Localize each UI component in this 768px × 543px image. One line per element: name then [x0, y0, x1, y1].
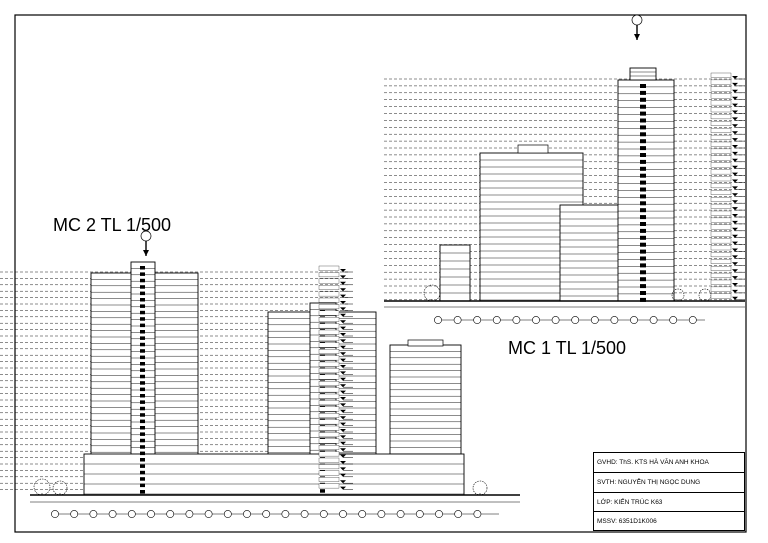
mc2-axis-bubble: [397, 510, 404, 517]
mc2-axis-bubble: [109, 510, 116, 517]
mc1-level-tag: [711, 87, 731, 92]
mc1-core-hatch: [640, 98, 646, 102]
mc1-level-tag: [711, 218, 731, 223]
mc1-axis-bubble: [670, 316, 677, 323]
mc2-axis-bubble: [359, 510, 366, 517]
mc1-level-marker: [732, 207, 738, 210]
mc2-level-tag: [319, 336, 339, 341]
mc2-axis-bubble: [320, 510, 327, 517]
mc2-level-tag: [319, 420, 339, 425]
mc1-core-hatch: [640, 236, 646, 240]
mc2-core-hatch: [140, 317, 145, 321]
title-block: [593, 452, 745, 531]
mc1-core-hatch: [640, 119, 646, 123]
mc1-level-marker: [732, 117, 738, 120]
mc2-core-hatch: [140, 298, 145, 302]
mc1-left-podium: [440, 245, 470, 301]
mc2-level-tag: [319, 471, 339, 476]
mc2-core-hatch: [140, 400, 145, 404]
mc1-axis-bubble: [474, 316, 481, 323]
mc2-axis-bubble: [416, 510, 423, 517]
mc2-core-hatch: [140, 439, 145, 443]
mc2-tree: [473, 481, 487, 495]
mc1-axis-bubble: [454, 316, 461, 323]
mc1-axis-bubble: [493, 316, 500, 323]
mc2-level-tag: [319, 452, 339, 457]
mc1-level-tag: [711, 232, 731, 237]
mc1-level-tag: [711, 239, 731, 244]
mc2-core-hatch: [140, 343, 145, 347]
section-mc1-title: MC 1 TL 1/500: [508, 338, 627, 358]
mc1-right-block: [560, 205, 620, 301]
mc2-level-marker: [340, 301, 346, 304]
mc2-axis-bubble: [186, 510, 193, 517]
mc1-core-hatch: [640, 208, 646, 212]
mc2-core-hatch: [140, 490, 145, 494]
mc2-level-tag: [319, 432, 339, 437]
title-block-student-id: MSSV: 6351D1K006: [597, 518, 657, 526]
mc1-core-hatch: [640, 250, 646, 254]
mc1-level-marker: [732, 228, 738, 231]
mc1-level-tag: [711, 128, 731, 133]
mc2-axis-bubble: [205, 510, 212, 517]
mc2-axis-bubble: [455, 510, 462, 517]
mc1-section-marker: [632, 15, 642, 25]
mc2-core-hatch: [140, 426, 145, 430]
mc1-level-tag: [711, 287, 731, 292]
mc2-level-tag: [319, 330, 339, 335]
mc2-level-tag: [319, 368, 339, 373]
mc1-level-marker: [732, 193, 738, 196]
mc1-level-tag: [711, 73, 731, 78]
mc1-level-marker: [732, 235, 738, 238]
mc2-axis-bubble: [378, 510, 385, 517]
mc1-level-tag: [711, 80, 731, 85]
mc1-core-hatch: [640, 222, 646, 226]
mc1-core-hatch: [640, 160, 646, 164]
mc2-level-tag: [319, 317, 339, 322]
mc1-level-marker: [732, 145, 738, 148]
mc2-level-tag: [319, 381, 339, 386]
mc1-core-hatch: [640, 91, 646, 95]
mc1-axis-bubble: [552, 316, 559, 323]
mc1-level-marker: [732, 262, 738, 265]
mc2-core-hatch: [140, 349, 145, 353]
mc2-axis-bubble: [224, 510, 231, 517]
mc2-level-marker: [340, 269, 346, 272]
mc1-level-tag: [711, 183, 731, 188]
mc2-level-tag: [319, 484, 339, 489]
mc2-tree: [34, 479, 50, 495]
mc2-core-hatch: [140, 484, 145, 488]
mc1-level-tag: [711, 273, 731, 278]
mc1-core-hatch: [640, 153, 646, 157]
mc1-core-hatch: [640, 132, 646, 136]
mc1-level-marker: [732, 138, 738, 141]
mc1-level-marker: [732, 242, 738, 245]
mc1-level-tag: [711, 135, 731, 140]
mc2-core-hatch: [140, 266, 145, 270]
mc2-core-hatch: [140, 394, 145, 398]
mc1-level-tag: [711, 294, 731, 299]
mc2-core-hatch: [140, 324, 145, 328]
mc2-core-hatch: [140, 477, 145, 481]
mc1-axis-bubble: [434, 316, 441, 323]
mc1-axis-bubble: [513, 316, 520, 323]
mc2-level-tag: [319, 413, 339, 418]
mc2-axis-bubble: [167, 510, 174, 517]
mc1-axis-bubble: [650, 316, 657, 323]
mc2-axis-bubble: [147, 510, 154, 517]
mc2-level-tag: [319, 426, 339, 431]
title-block-class: LỚP: KIẾN TRÚC K63: [594, 493, 744, 513]
mc2-section-marker-arrow-head: [143, 250, 149, 256]
mc1-level-tag: [711, 108, 731, 113]
mc1-level-tag: [711, 114, 731, 119]
mc1-level-marker: [732, 283, 738, 286]
mc2-axis-bubble: [243, 510, 250, 517]
mc1-core-hatch: [640, 263, 646, 267]
mc1-core-hatch: [640, 139, 646, 143]
mc1-core-hatch: [640, 243, 646, 247]
mc2-core-hatch: [140, 413, 145, 417]
mc2-level-tag: [319, 343, 339, 348]
mc1-level-marker: [732, 76, 738, 79]
mc1-level-marker: [732, 269, 738, 272]
mc1-level-marker: [732, 152, 738, 155]
mc1-level-marker: [732, 83, 738, 86]
mc1-level-tag: [711, 197, 731, 202]
mc1-level-marker: [732, 200, 738, 203]
mc2-level-tag: [319, 272, 339, 277]
mc2-core-hatch: [140, 407, 145, 411]
mc2-core-hatch: [140, 471, 145, 475]
mc1-level-tag: [711, 149, 731, 154]
mc1-core-hatch: [640, 201, 646, 205]
mc1-roof-box: [518, 145, 548, 153]
mc1-level-tag: [711, 211, 731, 216]
mc1-core-hatch: [640, 181, 646, 185]
mc1-level-tag: [711, 259, 731, 264]
mc2-axis-bubble: [435, 510, 442, 517]
mc1-level-tag: [711, 204, 731, 209]
mc2-core-hatch: [140, 381, 145, 385]
mc2-axis-bubble: [282, 510, 289, 517]
mc2-core-hatch: [140, 458, 145, 462]
mc1-level-tag: [711, 280, 731, 285]
mc2-core-hatch: [140, 279, 145, 283]
mc2-core-hatch: [140, 285, 145, 289]
mc1-core-hatch: [640, 167, 646, 171]
mc1-core-hatch: [640, 146, 646, 150]
mc1-core-hatch: [640, 112, 646, 116]
mc2-level-tag: [319, 362, 339, 367]
mc1-level-marker: [732, 90, 738, 93]
mc1-level-tag: [711, 252, 731, 257]
mc2-level-tag: [319, 349, 339, 354]
mc1-level-marker: [732, 297, 738, 300]
mc1-level-tag: [711, 225, 731, 230]
mc1-section-marker-arrow-head: [634, 34, 640, 40]
mc1-core-hatch: [640, 84, 646, 88]
mc2-core-hatch: [140, 432, 145, 436]
section-mc2-title: MC 2 TL 1/500: [53, 215, 172, 235]
mc1-axis-bubble: [611, 316, 618, 323]
mc2-core-hatch: [140, 388, 145, 392]
mc1-level-tag: [711, 101, 731, 106]
mc1-level-tag: [711, 170, 731, 175]
mc1-level-marker: [732, 124, 738, 127]
mc2-core-hatch: [140, 336, 145, 340]
mc2-core-hatch: [140, 272, 145, 276]
mc2-core-hatch: [140, 311, 145, 315]
mc1-core-hatch: [640, 174, 646, 178]
section-mc1-drawing: [384, 15, 745, 324]
mc2-core-hatch: [140, 304, 145, 308]
mc2-level-tag: [319, 324, 339, 329]
mc2-level-tag: [319, 304, 339, 309]
mc1-level-tag: [711, 156, 731, 161]
mc2-axis-bubble: [90, 510, 97, 517]
mc2-core-hatch: [140, 420, 145, 424]
mc2-level-tag: [319, 439, 339, 444]
mc2-core-hatch: [140, 362, 145, 366]
mc2-roof-box: [408, 340, 443, 346]
mc2-axis-bubble: [51, 510, 58, 517]
mc1-tower-crown: [630, 68, 656, 80]
mc2-core-hatch: [140, 330, 145, 334]
mc2-axis-bubble: [339, 510, 346, 517]
mc2-core-hatch: [140, 445, 145, 449]
mc1-level-marker: [732, 111, 738, 114]
mc2-level-tag: [319, 458, 339, 463]
mc1-core-hatch: [640, 105, 646, 109]
mc1-level-tag: [711, 94, 731, 99]
mc1-level-tag: [711, 190, 731, 195]
mc1-core-hatch: [640, 277, 646, 281]
mc1-core-hatch: [640, 194, 646, 198]
mc1-level-marker: [732, 131, 738, 134]
mc1-core-hatch: [640, 257, 646, 261]
mc1-axis-bubble: [572, 316, 579, 323]
title-block-student: SVTH: NGUYỄN THỊ NGỌC DUNG: [594, 473, 744, 493]
mc1-level-marker: [732, 255, 738, 258]
mc1-level-marker: [732, 159, 738, 162]
mc1-level-tag: [711, 163, 731, 168]
mc2-level-tag: [319, 266, 339, 271]
mc2-axis-bubble: [128, 510, 135, 517]
mc1-core-hatch: [640, 229, 646, 233]
mc2-level-tag: [319, 388, 339, 393]
mc2-level-tag: [319, 356, 339, 361]
mc2-core-hatch: [140, 452, 145, 456]
mc2-core-hatch: [140, 356, 145, 360]
mc1-core-hatch: [640, 188, 646, 192]
mc2-level-tag: [319, 477, 339, 482]
mc2-level-marker: [340, 282, 346, 285]
mc2-core-hatch: [140, 292, 145, 296]
mc1-level-marker: [732, 166, 738, 169]
mc1-level-marker: [732, 104, 738, 107]
mc1-level-marker: [732, 180, 738, 183]
mc2-axis-bubble: [474, 510, 481, 517]
mc1-level-tag: [711, 177, 731, 182]
mc1-core-hatch: [640, 215, 646, 219]
mc2-level-tag: [319, 464, 339, 469]
mc2-level-marker: [340, 288, 346, 291]
mc2-level-tag: [319, 298, 339, 303]
mc2-level-marker: [340, 275, 346, 278]
mc2-level-tag: [319, 375, 339, 380]
mc1-axis-bubble: [689, 316, 696, 323]
mc1-level-marker: [732, 214, 738, 217]
mc1-core-hatch: [640, 291, 646, 295]
title-block-advisor: GVHD: ThS. KTS HÀ VĂN ANH KHOA: [594, 453, 744, 473]
mc1-axis-bubble: [532, 316, 539, 323]
mc1-level-tag: [711, 142, 731, 147]
mc1-level-marker: [732, 97, 738, 100]
mc2-core-hatch: [140, 368, 145, 372]
mc2-level-tag: [319, 400, 339, 405]
mc2-level-tag: [319, 394, 339, 399]
mc1-core-hatch: [640, 284, 646, 288]
mc1-core-hatch: [640, 270, 646, 274]
mc2-axis-bubble: [263, 510, 270, 517]
mc2-core-hatch: [320, 489, 325, 493]
mc2-level-marker: [340, 295, 346, 298]
mc1-level-marker: [732, 276, 738, 279]
mc2-level-marker: [340, 307, 346, 310]
mc1-level-tag: [711, 121, 731, 126]
mc1-axis-bubble: [630, 316, 637, 323]
mc2-axis-bubble: [301, 510, 308, 517]
mc2-level-tag: [319, 285, 339, 290]
mc1-level-marker: [732, 249, 738, 252]
mc1-level-tag: [711, 246, 731, 251]
mc1-level-tag: [711, 266, 731, 271]
mc1-axis-bubble: [591, 316, 598, 323]
mc2-core-hatch: [140, 464, 145, 468]
mc2-level-tag: [319, 311, 339, 316]
mc2-level-tag: [319, 279, 339, 284]
mc2-core-hatch: [140, 375, 145, 379]
mc1-level-marker: [732, 221, 738, 224]
mc2-level-tag: [319, 407, 339, 412]
mc1-level-marker: [732, 186, 738, 189]
mc1-level-marker: [732, 173, 738, 176]
mc2-level-tag: [319, 445, 339, 450]
mc1-core-hatch: [640, 125, 646, 129]
mc2-axis-bubble: [71, 510, 78, 517]
mc2-level-tag: [319, 292, 339, 297]
mc1-level-marker: [732, 290, 738, 293]
